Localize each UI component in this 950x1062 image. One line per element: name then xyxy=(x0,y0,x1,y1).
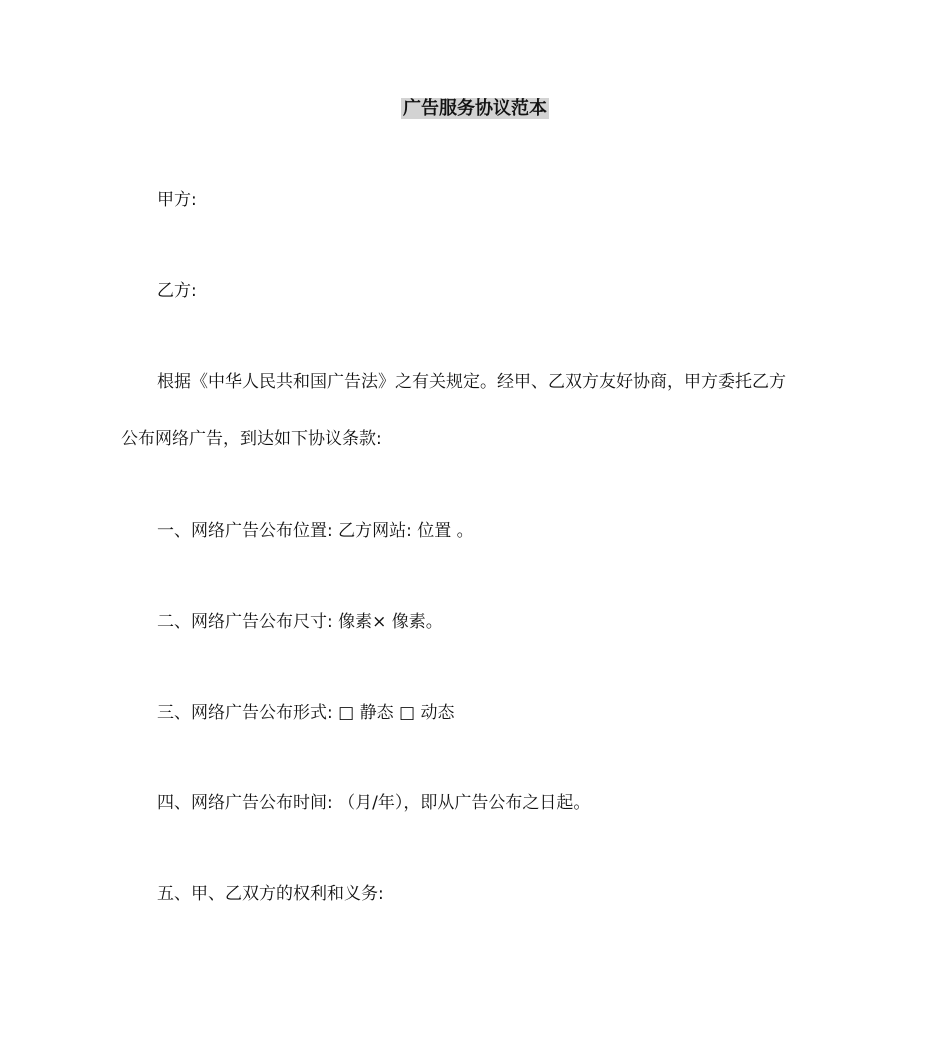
party-b-line: 乙方: xyxy=(157,281,197,301)
clause-5: 五、甲、乙双方的权利和义务: xyxy=(157,884,384,904)
clause-1: 一、网络广告公布位置: 乙方网站: 位置 。 xyxy=(157,521,474,541)
party-a-line: 甲方: xyxy=(157,190,197,210)
intro-paragraph-line-1: 根据《中华人民共和国广告法》之有关规定。经甲、乙双方友好协商，甲方委托乙方 xyxy=(157,372,786,392)
clause-3: 三、网络广告公布形式: □ 静态 □ 动态 xyxy=(157,703,455,723)
clause-2: 二、网络广告公布尺寸: 像素× 像素。 xyxy=(157,612,443,632)
document-title xyxy=(0,96,950,122)
clause-4: 四、网络广告公布时间: （月/年），即从广告公布之日起。 xyxy=(157,793,591,813)
intro-paragraph-line-2: 公布网络广告，到达如下协议条款: xyxy=(121,429,382,449)
document-title-text: 广告服务协议范本 xyxy=(403,98,547,119)
